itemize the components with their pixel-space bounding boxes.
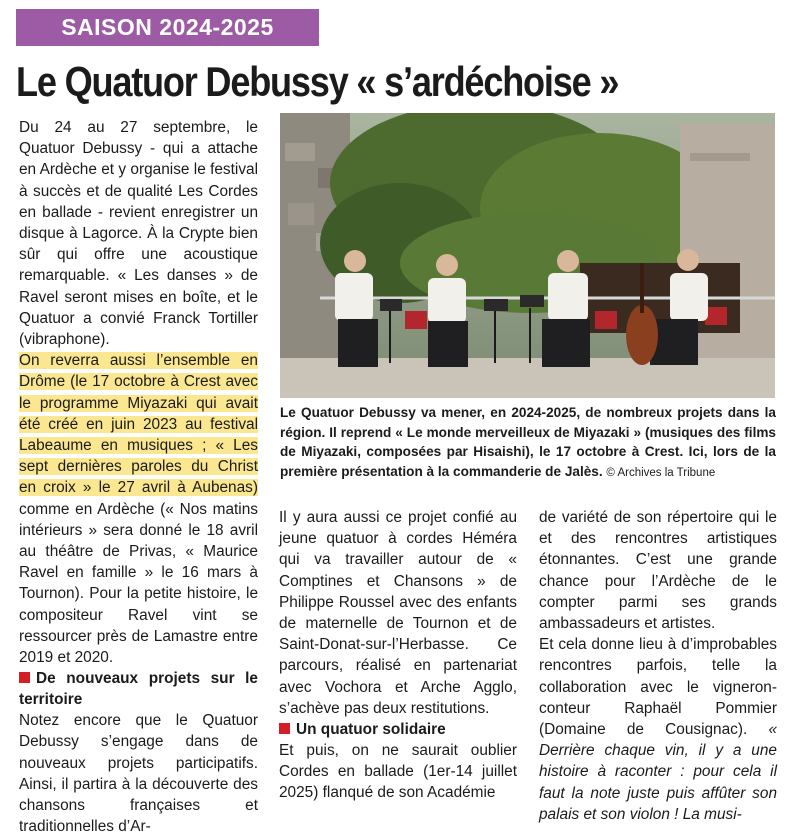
paragraph [539, 634, 777, 825]
red-square-icon [279, 723, 290, 734]
subheading-text: De nouveaux projets sur le territoire [19, 670, 258, 709]
paragraph: Notez encore que le Quatuor Debussy s’engage dans de nouveaux projets participatifs. Ainsi, il partira à la découverte des chansons françaises et traditionnelles d’Ar- [19, 712, 258, 836]
paragraph-text: comme en Ardèche (« Nos matins intérieurs » sera donné le 18 avril au théâtre de Privas, « Maurice Ravel en famille » le 16 mars à Tournon). Pour la petite histoire, le compositeur Ravel vint se ressourcer près de Lamastre entre 2019 et 2020. [19, 500, 258, 667]
article-column-3 [539, 507, 777, 825]
paragraph: Et puis, on ne saurait oublier Cordes en ballade (1er-14 juillet 2025) flanqué de son Académie [279, 742, 517, 802]
concert-photo [280, 113, 775, 398]
subheading-text: Un quatuor solidaire [296, 721, 446, 739]
subheading [279, 719, 517, 740]
highlighted-text: On reverra aussi l’ensemble en Drôme (le 17 octobre à Crest avec le programme Miyazaki qui avait été créé en juin 2023 au festival Labeaume en musiques ; « Les sept dernières paroles du Christ en croix » le 27 avril à Aubenas) [19, 352, 258, 497]
paragraph-text: Et cela donne lieu à d’improbables rencontres parfois, telle la collaboration avec le vigneron-conteur Raphaël Pommier (Domaine de Cousignac). [539, 636, 777, 739]
paragraph: Il y aura aussi ce projet confié au jeune quatuor à cordes Héméra qui va travailler autour de « Comptines et Chansons » de Philippe Roussel avec des enfants de maternelle de Tournon et de Saint-Donat-sur-l’Herbasse. Ce parcours, réalisé en partenariat avec Vochora et Arche Agglo, s’achève pas deux restitutions. [279, 509, 517, 717]
quartet-photo-illustration [280, 113, 775, 398]
article-column-2 [279, 507, 517, 804]
photo-caption [280, 403, 776, 483]
headline: Le Quatuor Debussy « s’ardéchoise » [16, 58, 619, 105]
quote-text: « Derrière chaque vin, il y a une histoire à raconter : pour cela il faut la note juste puis affûter son palais et son violon ! La musi- [539, 721, 777, 823]
section-tag: SAISON 2024-2025 [16, 9, 319, 46]
paragraph: Du 24 au 27 septembre, le Quatuor Debussy - qui a attache en Ardèche et y organise le festival à succès et de qualité Les Cordes en ballade - revient enregistrer un disque à Lagorce. À la Crypte bien sûr qui offre une acoustique remarquable. « Les danses » de Ravel seront mises en boîte, et le Quatuor a convié Franck Tortiller (vibraphone). [19, 119, 258, 349]
red-square-icon [19, 672, 30, 683]
paragraph: de variété de son répertoire qui le et des rencontres artistiques étonnantes. C’est une grande chance pour l’Ardèche de le compter parmi ses grands ambassadeurs et artistes. [539, 509, 777, 633]
paragraph [19, 350, 258, 668]
photo-credit: © Archives la Tribune [606, 466, 716, 479]
caption-text: Le Quatuor Debussy va mener, en 2024-2025, de nombreux projets dans la région. Il reprend « Le monde merveilleux de Miyazaki » (musiques des films de Miyazaki, composées par Hisaishi), le 17 octobre à Crest. Ici, lors de la première présentation à la commanderie de Jalès. [280, 405, 776, 479]
article-column-1 [19, 117, 258, 838]
subheading [19, 668, 258, 710]
